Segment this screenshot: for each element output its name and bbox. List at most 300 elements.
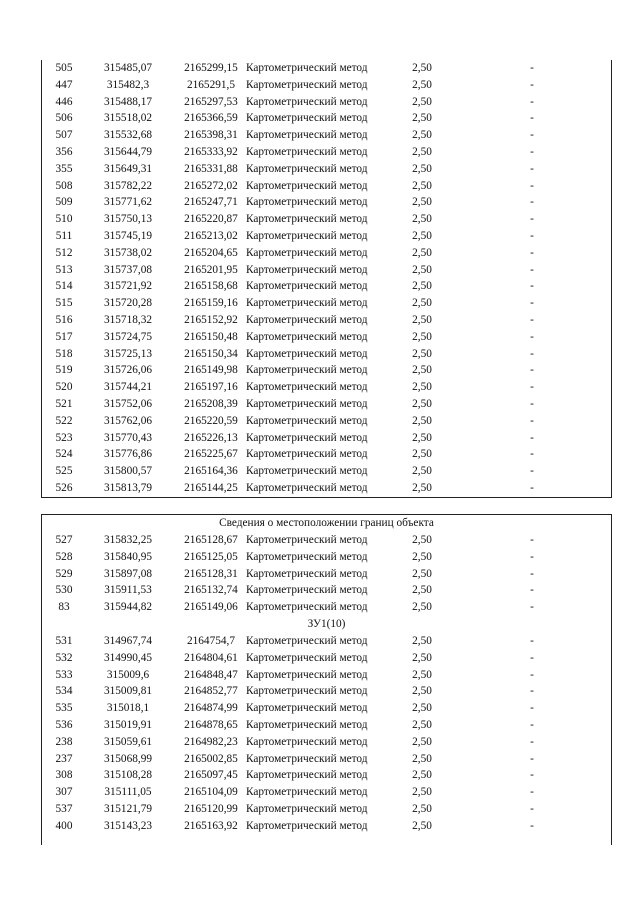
cell-point-number: 516 [55,313,73,326]
cell-precision: 2,50 [412,702,432,715]
cell-coord-x: 315911,53 [104,584,152,597]
cell-description: - [530,297,534,310]
cell-coord-y: 2165297,53 [184,95,238,108]
cell-method: Картометрический метод [246,347,368,360]
cell-precision: 2,50 [412,263,432,276]
cell-description: - [530,567,534,580]
cell-method: Картометрический метод [246,297,368,310]
cell-coord-y: 2165125,05 [184,550,238,563]
cell-point-number: 517 [55,330,73,343]
cell-method: Картометрический метод [246,534,368,546]
cell-description: - [530,718,534,731]
cell-precision: 2,50 [412,246,432,259]
cell-coord-y: 2165220,59 [184,414,238,427]
cell-description: - [530,213,534,226]
cell-coord-x: 315488,17 [103,95,152,108]
cell-description: - [530,802,534,815]
cell-coord-x: 315832,25 [103,534,152,546]
cell-point-number: 530 [55,584,73,597]
cell-coord-x: 315744,21 [103,381,152,394]
cell-method: Картометрический метод [246,313,368,326]
cell-coord-x: 314967,74 [103,634,152,647]
cell-coord-x: 315482,3 [106,78,150,91]
cell-description: - [530,196,534,209]
cell-coord-x: 315518,02 [103,112,152,125]
cell-method: Картометрический метод [246,668,368,681]
cell-description: - [530,162,534,175]
table-row [42,262,611,279]
cell-description: - [530,550,534,563]
cell-coord-x: 315532,68 [103,129,152,142]
cell-precision: 2,50 [412,313,432,326]
cell-point-number: 355 [55,162,73,175]
cell-method: Картометрический метод [246,634,368,647]
table-row [42,312,611,329]
cell-description: - [530,584,534,597]
table-row [42,178,611,195]
cell-method: Картометрический метод [246,397,368,410]
cell-precision: 2,50 [412,584,432,597]
parcel-subtitle: ЗУ1(10) [307,617,346,630]
cell-method: Картометрический метод [246,601,368,614]
cell-coord-x: 315649,31 [103,162,152,175]
table-row [42,801,611,818]
cell-precision: 2,50 [412,95,432,108]
cell-description: - [530,145,534,158]
cell-point-number: 525 [55,465,73,478]
cell-description: - [530,769,534,782]
cell-method: Картометрический метод [246,431,368,444]
cell-coord-y: 2165208,39 [184,397,238,410]
cell-method: Картометрический метод [246,550,368,563]
table-row [42,734,611,751]
cell-coord-y: 2165197,16 [184,381,238,394]
cell-description: - [530,786,534,799]
table-row [42,346,611,363]
cell-coord-x: 315009,6 [106,668,150,681]
cell-coord-y: 2165149,06 [184,601,238,614]
table-body [42,633,611,835]
cell-description: - [530,481,534,494]
cell-point-number: 308 [55,769,73,782]
cell-point-number: 536 [55,718,73,731]
table-row [42,161,611,178]
cell-point-number: 513 [55,263,73,276]
cell-description: - [530,702,534,715]
cell-precision: 2,50 [412,213,432,226]
cell-description: - [530,634,534,647]
cell-point-number: 505 [55,62,73,74]
cell-point-number: 507 [55,129,73,142]
cell-precision: 2,50 [412,769,432,782]
cell-precision: 2,50 [412,364,432,377]
table-row [42,633,611,650]
cell-precision: 2,50 [412,414,432,427]
cell-point-number: 510 [55,213,73,226]
table-row [42,94,611,111]
cell-point-number: 518 [55,347,73,360]
table-row [42,127,611,144]
cell-coord-x: 315718,32 [103,313,152,326]
cell-coord-x: 315944,82 [103,601,152,614]
cell-method: Картометрический метод [246,448,368,461]
cell-coord-x: 315019,91 [103,718,152,731]
cell-method: Картометрический метод [246,702,368,715]
table-row [42,667,611,684]
table-row [42,751,611,768]
cell-description: - [530,819,534,832]
cell-precision: 2,50 [412,685,432,698]
cell-method: Картометрический метод [246,179,368,192]
cell-precision: 2,50 [412,651,432,664]
cell-precision: 2,50 [412,481,432,494]
cell-coord-y: 2164874,99 [184,702,238,715]
cell-method: Картометрический метод [246,752,368,765]
cell-coord-y: 2165163,92 [184,819,238,832]
cell-coord-x: 315009,81 [103,685,152,698]
table-row [42,700,611,717]
cell-coord-x: 315721,92 [103,280,152,293]
table-row [42,784,611,801]
cell-description: - [530,78,534,91]
cell-description: - [530,62,534,74]
table-row [42,683,611,700]
cell-description: - [530,414,534,427]
cell-precision: 2,50 [412,601,432,614]
cell-method: Картометрический метод [246,381,368,394]
cell-point-number: 535 [55,702,73,715]
table-row [42,194,611,211]
cell-method: Картометрический метод [246,62,368,74]
cell-description: - [530,651,534,664]
cell-coord-x: 315485,07 [103,62,152,74]
cell-coord-y: 2164804,61 [184,651,238,664]
cell-method: Картометрический метод [246,145,368,158]
cell-coord-y: 2165120,99 [184,802,238,815]
cell-point-number: 521 [55,397,73,410]
cell-description: - [530,448,534,461]
cell-coord-x: 315770,43 [103,431,152,444]
cell-precision: 2,50 [412,162,432,175]
cell-coord-x: 315644,79 [103,145,152,158]
cell-coord-x: 315840,95 [103,550,152,563]
cell-description: - [530,364,534,377]
cell-point-number: 446 [55,95,73,108]
cell-point-number: 531 [55,634,73,647]
cell-coord-y: 2165398,31 [184,129,238,142]
cell-method: Картометрический метод [246,330,368,343]
cell-coord-y: 2165128,67 [184,534,238,546]
cell-coord-y: 2165204,65 [184,246,238,259]
cell-coord-y: 2165128,31 [184,567,238,580]
table-row [42,379,611,396]
cell-method: Картометрический метод [246,112,368,125]
cell-method: Картометрический метод [246,567,368,580]
cell-coord-x: 315776,86 [103,448,152,461]
cell-coord-y: 2164848,47 [184,668,238,681]
table-row [42,549,611,566]
table-body [42,60,611,497]
cell-method: Картометрический метод [246,819,368,832]
table-row [42,717,611,734]
cell-method: Картометрический метод [246,129,368,142]
cell-point-number: 526 [55,481,73,494]
cell-point-number: 537 [55,802,73,815]
table-row [42,362,611,379]
cell-point-number: 356 [55,145,73,158]
cell-method: Картометрический метод [246,414,368,427]
cell-precision: 2,50 [412,448,432,461]
cell-method: Картометрический метод [246,246,368,259]
cell-precision: 2,50 [412,786,432,799]
cell-coord-x: 315108,28 [103,769,152,782]
cell-precision: 2,50 [412,397,432,410]
cell-method: Картометрический метод [246,280,368,293]
cell-point-number: 512 [55,246,73,259]
table-row [42,767,611,784]
cell-point-number: 238 [55,735,73,748]
cell-method: Картометрический метод [246,802,368,815]
cell-coord-y: 2164754,7 [186,634,235,647]
cell-coord-y: 2165247,71 [184,196,238,209]
cell-coord-y: 2165132,74 [184,584,238,597]
cell-coord-x: 315771,62 [103,196,152,209]
cell-description: - [530,263,534,276]
cell-coord-x: 315111,05 [104,786,152,799]
cell-coord-x: 315725,13 [103,347,152,360]
cell-coord-x: 315143,23 [103,819,152,832]
table-row [42,480,611,497]
cell-coord-x: 315068,99 [103,752,152,765]
cell-description: - [530,601,534,614]
cell-precision: 2,50 [412,297,432,310]
cell-precision: 2,50 [412,550,432,563]
table-row [42,77,611,94]
table-row [42,110,611,127]
cell-point-number: 83 [58,601,70,614]
cell-coord-x: 315782,22 [103,179,152,192]
cell-precision: 2,50 [412,465,432,478]
cell-point-number: 307 [55,786,73,799]
cell-method: Картометрический метод [246,364,368,377]
cell-precision: 2,50 [412,802,432,815]
cell-coord-x: 315121,79 [103,802,152,815]
cell-coord-x: 315752,06 [103,397,152,410]
cell-description: - [530,129,534,142]
table-row [42,599,611,616]
cell-point-number: 522 [55,414,73,427]
cell-description: - [530,229,534,242]
cell-coord-y: 2165201,95 [184,263,238,276]
cell-description: - [530,95,534,108]
cell-coord-y: 2165291,5 [186,78,235,91]
cell-coord-x: 315720,28 [103,297,152,310]
cell-coord-y: 2165213,02 [184,229,238,242]
cell-precision: 2,50 [412,381,432,394]
table-row [42,295,611,312]
cell-point-number: 529 [55,567,73,580]
cell-point-number: 520 [55,381,73,394]
coordinates-table-1 [41,60,612,498]
cell-description: - [530,668,534,681]
cell-coord-x: 315737,08 [103,263,152,276]
cell-coord-y: 2165220,87 [184,213,238,226]
cell-description: - [530,685,534,698]
cell-precision: 2,50 [412,567,432,580]
cell-coord-x: 315750,13 [103,213,152,226]
cell-coord-y: 2165158,68 [184,280,238,293]
cell-method: Картометрический метод [246,769,368,782]
cell-description: - [530,112,534,125]
cell-method: Картометрический метод [246,685,368,698]
table-row [42,430,611,447]
cell-coord-x: 315018,1 [106,702,150,715]
cell-coord-x: 315738,02 [103,246,152,259]
cell-point-number: 509 [55,196,73,209]
cell-coord-y: 2165159,16 [184,297,238,310]
cell-method: Картометрический метод [246,651,368,664]
cell-precision: 2,50 [412,668,432,681]
cell-point-number: 527 [55,534,73,546]
cell-precision: 2,50 [412,129,432,142]
cell-method: Картометрический метод [246,584,368,597]
cell-point-number: 514 [55,280,73,293]
cell-precision: 2,50 [412,330,432,343]
cell-coord-y: 2165144,25 [184,481,238,494]
cell-coord-x: 315059,61 [103,735,152,748]
cell-method: Картометрический метод [246,78,368,91]
cell-description: - [530,313,534,326]
table-body [42,532,611,616]
cell-point-number: 511 [55,229,73,242]
cell-point-number: 524 [55,448,73,461]
cell-point-number: 533 [55,668,73,681]
cell-precision: 2,50 [412,431,432,444]
cell-point-number: 532 [55,651,73,664]
cell-point-number: 519 [55,364,73,377]
cell-coord-y: 2165149,98 [184,364,238,377]
cell-description: - [530,752,534,765]
table-row [42,211,611,228]
cell-point-number: 506 [55,112,73,125]
cell-method: Картометрический метод [246,786,368,799]
cell-point-number: 534 [55,685,73,698]
table-row [42,463,611,480]
cell-coord-y: 2165150,34 [184,347,238,360]
cell-coord-y: 2165331,88 [184,162,238,175]
cell-coord-y: 2165002,85 [184,752,238,765]
cell-precision: 2,50 [412,735,432,748]
cell-description: - [530,280,534,293]
cell-description: - [530,179,534,192]
cell-coord-y: 2165366,59 [184,112,238,125]
table-row [42,650,611,667]
cell-description: - [530,465,534,478]
cell-precision: 2,50 [412,196,432,209]
cell-precision: 2,50 [412,718,432,731]
cell-description: - [530,381,534,394]
cell-coord-x: 315762,06 [103,414,152,427]
cell-coord-x: 315726,06 [103,364,152,377]
cell-coord-x: 315800,57 [103,465,152,478]
cell-coord-y: 2164878,65 [184,718,238,731]
table-row [42,396,611,413]
cell-method: Картометрический метод [246,95,368,108]
cell-description: - [530,534,534,546]
cell-precision: 2,50 [412,634,432,647]
cell-coord-y: 2165150,48 [184,330,238,343]
cell-coord-x: 314990,45 [103,651,152,664]
cell-coord-x: 315813,79 [103,481,152,494]
cell-precision: 2,50 [412,280,432,293]
cell-method: Картометрический метод [246,263,368,276]
cell-coord-y: 2165272,02 [184,179,238,192]
cell-method: Картометрический метод [246,162,368,175]
cell-point-number: 447 [55,78,73,91]
cell-coord-y: 2165225,67 [184,448,238,461]
cell-precision: 2,50 [412,179,432,192]
coordinates-table-2 [41,514,612,845]
cell-coord-y: 2165104,09 [184,786,238,799]
cell-method: Картометрический метод [246,718,368,731]
cell-coord-y: 2165097,45 [184,769,238,782]
cell-coord-x: 315897,08 [103,567,152,580]
table-row [42,413,611,430]
table-row [42,228,611,245]
table-row [42,245,611,262]
cell-description: - [530,347,534,360]
cell-method: Картометрический метод [246,196,368,209]
section-title: Сведения о местоположении границ объекта [219,517,434,529]
table-row [42,278,611,295]
cell-point-number: 528 [55,550,73,563]
table-row [42,329,611,346]
cell-precision: 2,50 [412,229,432,242]
table-row [42,582,611,599]
cell-coord-y: 2165299,15 [184,62,238,74]
cell-precision: 2,50 [412,347,432,360]
cell-precision: 2,50 [412,145,432,158]
cell-precision: 2,50 [412,112,432,125]
table-row [42,566,611,583]
cell-coord-y: 2165152,92 [184,313,238,326]
cell-precision: 2,50 [412,78,432,91]
cell-coord-y: 2164982,23 [184,735,238,748]
cell-coord-y: 2164852,77 [184,685,238,698]
cell-precision: 2,50 [412,534,432,546]
cell-precision: 2,50 [412,819,432,832]
cell-coord-y: 2165226,13 [184,431,238,444]
cell-description: - [530,431,534,444]
cell-coord-y: 2165333,92 [184,145,238,158]
cell-precision: 2,50 [412,62,432,74]
table-row [42,532,611,549]
cell-point-number: 508 [55,179,73,192]
table-row [42,60,611,77]
cell-point-number: 237 [55,752,73,765]
cell-coord-x: 315724,75 [103,330,152,343]
cell-point-number: 523 [55,431,73,444]
table-row [42,446,611,463]
cell-method: Картометрический метод [246,229,368,242]
cell-coord-x: 315745,19 [103,229,152,242]
cell-method: Картометрический метод [246,465,368,478]
cell-description: - [530,735,534,748]
cell-description: - [530,330,534,343]
cell-point-number: 400 [55,819,73,832]
cell-precision: 2,50 [412,752,432,765]
cell-method: Картометрический метод [246,735,368,748]
